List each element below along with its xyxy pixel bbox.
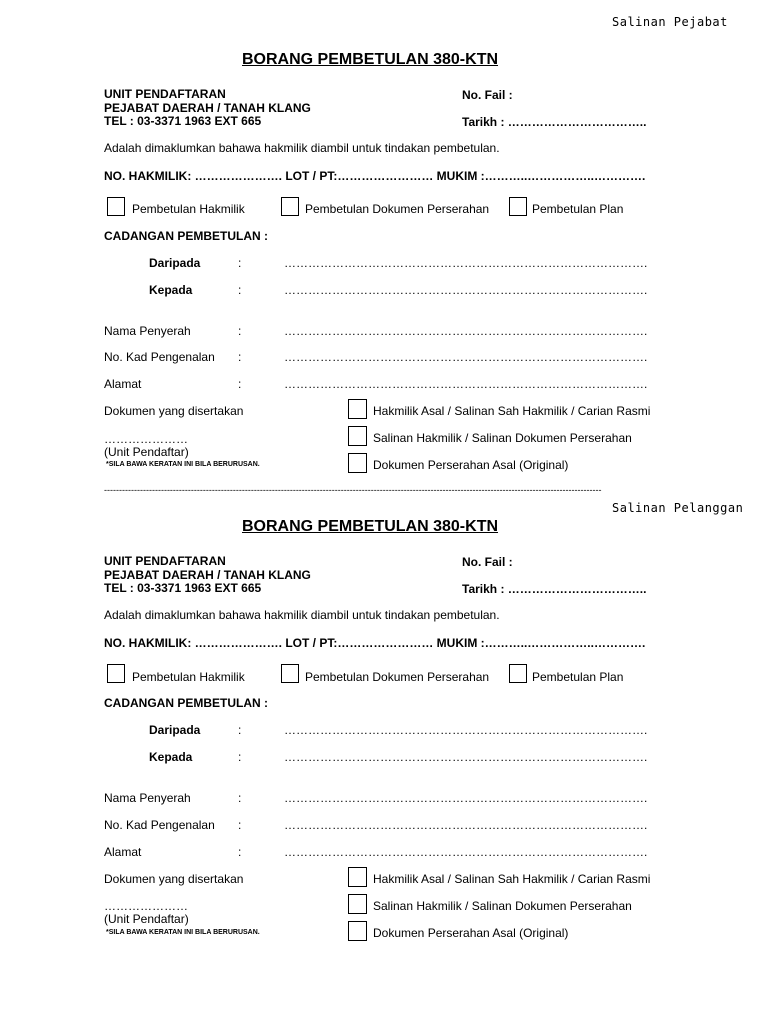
checkbox-pembetulan-hakmilik[interactable]: [107, 197, 125, 216]
checkbox-pembetulan-plan[interactable]: [509, 197, 527, 216]
ic-field[interactable]: ……………………………………………………………………………….: [284, 350, 648, 364]
document-option: Salinan Hakmilik / Salinan Dokumen Perserahan: [373, 431, 632, 445]
submitter-label: Nama Penyerah: [104, 791, 191, 805]
document-option: Salinan Hakmilik / Salinan Dokumen Perserahan: [373, 899, 632, 913]
colon: :: [238, 723, 242, 737]
proposal-heading: CADANGAN PEMBETULAN :: [104, 229, 268, 243]
office-name: PEJABAT DAERAH / TANAH KLANG: [104, 101, 311, 115]
form-title: BORANG PEMBETULAN 380-KTN: [242, 518, 499, 535]
address-label: Alamat: [104, 845, 142, 859]
reminder-text: *SILA BAWA KERATAN INI BILA BERURUSAN.: [106, 461, 260, 468]
checkbox-doc-original[interactable]: [348, 921, 367, 941]
ic-label: No. Kad Pengenalan: [104, 818, 215, 832]
colon: :: [238, 818, 242, 832]
signature-line: …………………: [104, 432, 188, 446]
option-label: Pembetulan Dokumen Perserahan: [305, 202, 490, 216]
to-field[interactable]: ……………………………………………………………………………….: [284, 750, 648, 764]
signature-line: …………………: [104, 899, 188, 913]
checkbox-doc-salinan[interactable]: [348, 894, 367, 914]
checkbox-pembetulan-dokumen[interactable]: [281, 197, 299, 216]
unit-name: UNIT PENDAFTARAN: [104, 554, 226, 568]
submitter-field[interactable]: ……………………………………………………………………………….: [284, 791, 648, 805]
unit-signature-label: (Unit Pendaftar): [104, 445, 189, 459]
document-option: Hakmilik Asal / Salinan Sah Hakmilik / Carian Rasmi: [373, 872, 651, 886]
documents-label: Dokumen yang disertakan: [104, 404, 244, 418]
checkbox-doc-hakmilik-asal[interactable]: [348, 867, 367, 887]
option-label: Pembetulan Dokumen Perserahan: [305, 670, 490, 684]
unit-signature-label: (Unit Pendaftar): [104, 912, 189, 926]
proposal-heading: CADANGAN PEMBETULAN :: [104, 696, 268, 710]
checkbox-pembetulan-dokumen[interactable]: [281, 664, 299, 683]
address-field[interactable]: ……………………………………………………………………………….: [284, 845, 648, 859]
document-option: Hakmilik Asal / Salinan Sah Hakmilik / Carian Rasmi: [373, 404, 651, 418]
hakmilik-lot-mukim-line: NO. HAKMILIK: …………………. LOT / PT:…………………… MUKIM :………..……………..………….: [104, 169, 646, 183]
option-label: Pembetulan Hakmilik: [132, 202, 245, 216]
checkbox-pembetulan-hakmilik[interactable]: [107, 664, 125, 683]
submitter-label: Nama Penyerah: [104, 324, 191, 338]
copy-label: Salinan Pelanggan: [612, 501, 744, 515]
ic-field[interactable]: ……………………………………………………………………………….: [284, 818, 648, 832]
option-label: Pembetulan Hakmilik: [132, 670, 245, 684]
ic-label: No. Kad Pengenalan: [104, 350, 215, 364]
colon: :: [238, 256, 242, 270]
file-number-label: No. Fail :: [462, 88, 513, 102]
hakmilik-lot-mukim-line: NO. HAKMILIK: …………………. LOT / PT:…………………… MUKIM :………..……………..………….: [104, 636, 646, 650]
form-title: BORANG PEMBETULAN 380-KTN: [242, 51, 499, 68]
reminder-text: *SILA BAWA KERATAN INI BILA BERURUSAN.: [106, 929, 260, 936]
colon: :: [238, 350, 242, 364]
date-field: Tarikh : ……………………………..: [462, 115, 647, 129]
submitter-field[interactable]: ……………………………………………………………………………….: [284, 324, 648, 338]
colon: :: [238, 750, 242, 764]
document-option: Dokumen Perserahan Asal (Original): [373, 458, 569, 472]
file-number-label: No. Fail :: [462, 555, 513, 569]
to-field[interactable]: ……………………………………………………………………………….: [284, 283, 648, 297]
checkbox-doc-hakmilik-asal[interactable]: [348, 399, 367, 419]
unit-name: UNIT PENDAFTARAN: [104, 87, 226, 101]
document-option: Dokumen Perserahan Asal (Original): [373, 926, 569, 940]
form-office-copy: [0, 0, 768, 496]
option-label: Pembetulan Plan: [532, 202, 624, 216]
office-name: PEJABAT DAERAH / TANAH KLANG: [104, 568, 311, 582]
from-label: Daripada: [149, 723, 201, 737]
copy-label: Salinan Pejabat: [612, 15, 728, 29]
address-label: Alamat: [104, 377, 142, 391]
checkbox-pembetulan-plan[interactable]: [509, 664, 527, 683]
to-label: Kepada: [149, 750, 193, 764]
checkbox-doc-salinan[interactable]: [348, 426, 367, 446]
from-field[interactable]: ……………………………………………………………………………….: [284, 256, 648, 270]
colon: :: [238, 283, 242, 297]
date-field: Tarikh : ……………………………..: [462, 582, 647, 596]
cut-line-separator: ----------------------------------------------------------------------------------------------------------------------------------------------------------------------: [104, 485, 602, 495]
documents-label: Dokumen yang disertakan: [104, 872, 244, 886]
notice-text: Adalah dimaklumkan bahawa hakmilik diambil untuk tindakan pembetulan.: [104, 608, 500, 622]
colon: :: [238, 845, 242, 859]
form-customer-copy: [0, 467, 768, 1024]
notice-text: Adalah dimaklumkan bahawa hakmilik diambil untuk tindakan pembetulan.: [104, 141, 500, 155]
colon: :: [238, 324, 242, 338]
to-label: Kepada: [149, 283, 193, 297]
telephone: TEL : 03-3371 1963 EXT 665: [104, 114, 262, 128]
telephone: TEL : 03-3371 1963 EXT 665: [104, 581, 262, 595]
address-field[interactable]: ……………………………………………………………………………….: [284, 377, 648, 391]
colon: :: [238, 377, 242, 391]
colon: :: [238, 791, 242, 805]
from-label: Daripada: [149, 256, 201, 270]
option-label: Pembetulan Plan: [532, 670, 624, 684]
from-field[interactable]: ……………………………………………………………………………….: [284, 723, 648, 737]
